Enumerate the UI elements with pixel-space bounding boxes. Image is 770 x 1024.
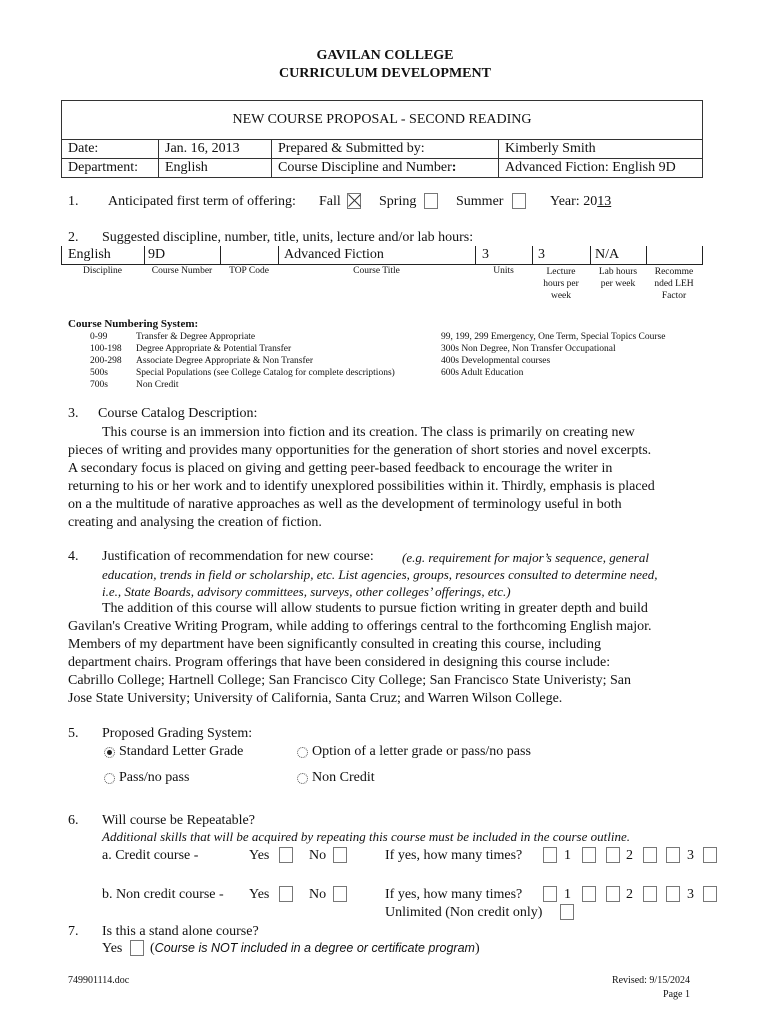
q3-label: Course Catalog Description:: [98, 406, 258, 421]
course-value: Advanced Fiction: English 9D: [499, 159, 703, 178]
standalone-note: (Course is NOT included in a degree or certificate program): [150, 941, 480, 956]
noncredit-count-1-checkbox[interactable]: [543, 886, 557, 902]
footer-filename: 749901114.doc: [68, 975, 130, 986]
q4-hint-line2: education, trends in field or scholarship, etc. List agencies, groups, resources consulted to determine need,: [102, 567, 658, 582]
numbering-desc: Non Credit: [136, 380, 179, 390]
department-unit: CURRICULUM DEVELOPMENT: [279, 66, 491, 81]
q7-number: 7.: [68, 924, 79, 939]
course-number-value[interactable]: 9D: [148, 247, 166, 262]
credit-count-2-label: 2: [626, 848, 633, 863]
numbering-entry: 600s Adult Education: [441, 368, 524, 378]
caption-course-title: Course Title: [353, 266, 400, 276]
lab-hours-value[interactable]: N/A: [595, 247, 620, 262]
year-field[interactable]: Year: 2013: [550, 194, 612, 209]
numbering-entry: 99, 199, 299 Emergency, One Term, Special Topics Course: [441, 332, 666, 342]
credit-spacer-box[interactable]: [643, 847, 657, 863]
noncredit-spacer-box[interactable]: [643, 886, 657, 902]
noncredit-yes-label: Yes: [249, 887, 270, 902]
form-title: NEW COURSE PROPOSAL - SECOND READING: [62, 101, 703, 140]
caption-lab-hours: Lab hours per week: [598, 267, 638, 289]
credit-count-3-label: 3: [687, 848, 694, 863]
grading-standard-label: Standard Letter Grade: [119, 744, 244, 759]
proposal-info-table: [61, 100, 703, 178]
numbering-entry: 300s Non Degree, Non Transfer Occupational: [441, 344, 616, 354]
grading-noncredit-radio[interactable]: [297, 773, 308, 784]
standalone-yes-label: Yes: [102, 941, 123, 956]
fall-checkbox[interactable]: [347, 193, 361, 209]
noncredit-count-2-checkbox[interactable]: [606, 886, 620, 902]
prepared-label: Prepared & Submitted by:: [272, 140, 499, 159]
caption-top-code: TOP Code: [229, 266, 269, 276]
q4-hint-line3: i.e., State Boards, advisory committees, surveys, other colleges’ offerings, etc.): [102, 584, 511, 599]
summer-checkbox[interactable]: [512, 193, 526, 209]
numbering-code: 100-198: [90, 344, 122, 354]
q3-number: 3.: [68, 406, 79, 421]
grading-option-label: Option of a letter grade or pass/no pass: [312, 744, 531, 759]
credit-count-1-label: 1: [564, 848, 571, 863]
discipline-value[interactable]: English: [68, 247, 111, 262]
date-value: Jan. 16, 2013: [159, 140, 272, 159]
noncredit-no-label: No: [309, 887, 327, 902]
grading-passnopass-radio[interactable]: [104, 773, 115, 784]
noncredit-how-many-label: If yes, how many times?: [385, 887, 523, 902]
course-title-value[interactable]: Advanced Fiction: [284, 247, 384, 262]
caption-lecture-hours: Lecture hours per week: [543, 267, 579, 301]
date-label: Date:: [62, 140, 159, 159]
q5-label: Proposed Grading System:: [102, 726, 253, 741]
department-value: English: [159, 159, 272, 178]
credit-how-many-label: If yes, how many times?: [385, 848, 523, 863]
noncredit-yes-checkbox[interactable]: [279, 886, 293, 902]
catalog-description[interactable]: This course is an immersion into fiction and its creation. The class is primarily on creating new pieces of writing and provides many opportunities for the generation of short stories and novel excerpts. A secondary focus is placed on giving and getting peer-based feedback to encourage the writer in returning to his or her work and to identify unexplored possibilities within it. Thirdly, emphasis is placed on a the multitude of narative approaches as well as the development of terminology useful in both creating and analysing the creation of fiction.: [68, 425, 655, 530]
noncredit-count-3-checkbox[interactable]: [666, 886, 680, 902]
caption-course-number: Course Number: [151, 266, 213, 276]
noncredit-course-label: b. Non credit course -: [102, 887, 224, 902]
q2-label: Suggested discipline, number, title, units, lecture and/or lab hours:: [102, 230, 474, 245]
summer-label: Summer: [456, 194, 504, 209]
fall-label: Fall: [319, 194, 341, 209]
numbering-desc: Associate Degree Appropriate & Non Transfer: [136, 356, 314, 366]
numbering-code: 200-298: [90, 356, 122, 366]
q5-number: 5.: [68, 726, 79, 741]
standalone-yes-checkbox[interactable]: [130, 940, 144, 956]
credit-count-1-checkbox[interactable]: [543, 847, 557, 863]
numbering-code: 500s: [90, 368, 108, 378]
q4-hint-line1: (e.g. requirement for major’s sequence, general: [402, 550, 649, 565]
q6-number: 6.: [68, 813, 79, 828]
credit-spacer-box[interactable]: [703, 847, 717, 863]
grading-noncredit-label: Non Credit: [312, 770, 375, 785]
credit-yes-checkbox[interactable]: [279, 847, 293, 863]
credit-count-3-checkbox[interactable]: [666, 847, 680, 863]
grading-option-radio[interactable]: [297, 747, 308, 758]
credit-course-label: a. Credit course -: [102, 848, 199, 863]
q6-label: Will course be Repeatable?: [102, 813, 255, 828]
noncredit-count-2-label: 2: [626, 887, 633, 902]
credit-no-label: No: [309, 848, 327, 863]
caption-leh-factor: Recomme nded LEH Factor: [654, 267, 694, 301]
grading-passnopass-label: Pass/no pass: [119, 770, 190, 785]
noncredit-count-1-label: 1: [564, 887, 571, 902]
q1-number: 1.: [68, 194, 79, 209]
credit-no-checkbox[interactable]: [333, 847, 347, 863]
q1-label: Anticipated first term of offering:: [108, 194, 296, 209]
course-label: Course Discipline and Number:: [272, 159, 499, 178]
footer-revised: Revised: 9/15/2024: [611, 975, 690, 986]
noncredit-count-3-label: 3: [687, 887, 694, 902]
college-name: GAVILAN COLLEGE: [316, 48, 454, 63]
credit-yes-label: Yes: [249, 848, 270, 863]
numbering-desc: Special Populations (see College Catalog for complete descriptions): [136, 368, 395, 378]
lecture-hours-value[interactable]: 3: [538, 247, 545, 262]
numbering-title: Course Numbering System:: [68, 318, 199, 330]
q6-note: Additional skills that will be acquired by repeating this course must be included in the course outline.: [102, 829, 630, 844]
q4-number: 4.: [68, 549, 79, 564]
spring-label: Spring: [379, 194, 417, 209]
justification-text[interactable]: The addition of this course will allow students to pursue fiction writing in greater depth and build Gavilan's Creative Writing Program, while adding to offerings central to the forthcoming English major. Members of my department have been significantly consulted in creating this course, including department chairs. Program offerings that have been considered in designing this course include: Cabrillo College; Hartnell College; San Francisco City College; San Francisco State Univeristy; San Jose State University; University of California, Santa Cruz; and Warren Wilson College.: [68, 601, 652, 706]
grading-standard-radio[interactable]: [104, 747, 115, 758]
footer-page: Page 1: [663, 989, 690, 1000]
numbering-code: 0-99: [90, 332, 108, 342]
q2-number: 2.: [68, 230, 79, 245]
q7-label: Is this a stand alone course?: [102, 924, 259, 939]
q4-label: Justification of recommendation for new course:: [102, 549, 374, 564]
department-label: Department:: [62, 159, 159, 178]
numbering-desc: Degree Appropriate & Potential Transfer: [136, 344, 292, 354]
credit-count-2-checkbox[interactable]: [606, 847, 620, 863]
numbering-desc: Transfer & Degree Appropriate: [136, 332, 256, 342]
noncredit-spacer-box[interactable]: [582, 886, 596, 902]
units-value[interactable]: 3: [482, 247, 489, 262]
numbering-code: 700s: [90, 380, 108, 390]
unlimited-checkbox[interactable]: [560, 904, 574, 920]
noncredit-spacer-box[interactable]: [703, 886, 717, 902]
prepared-value: Kimberly Smith: [499, 140, 703, 159]
noncredit-no-checkbox[interactable]: [333, 886, 347, 902]
unlimited-label: Unlimited (Non credit only): [385, 905, 543, 920]
caption-discipline: Discipline: [82, 266, 123, 276]
spring-checkbox[interactable]: [424, 193, 438, 209]
numbering-entry: 400s Developmental courses: [441, 356, 551, 366]
credit-spacer-box[interactable]: [582, 847, 596, 863]
caption-units: Units: [493, 266, 514, 276]
